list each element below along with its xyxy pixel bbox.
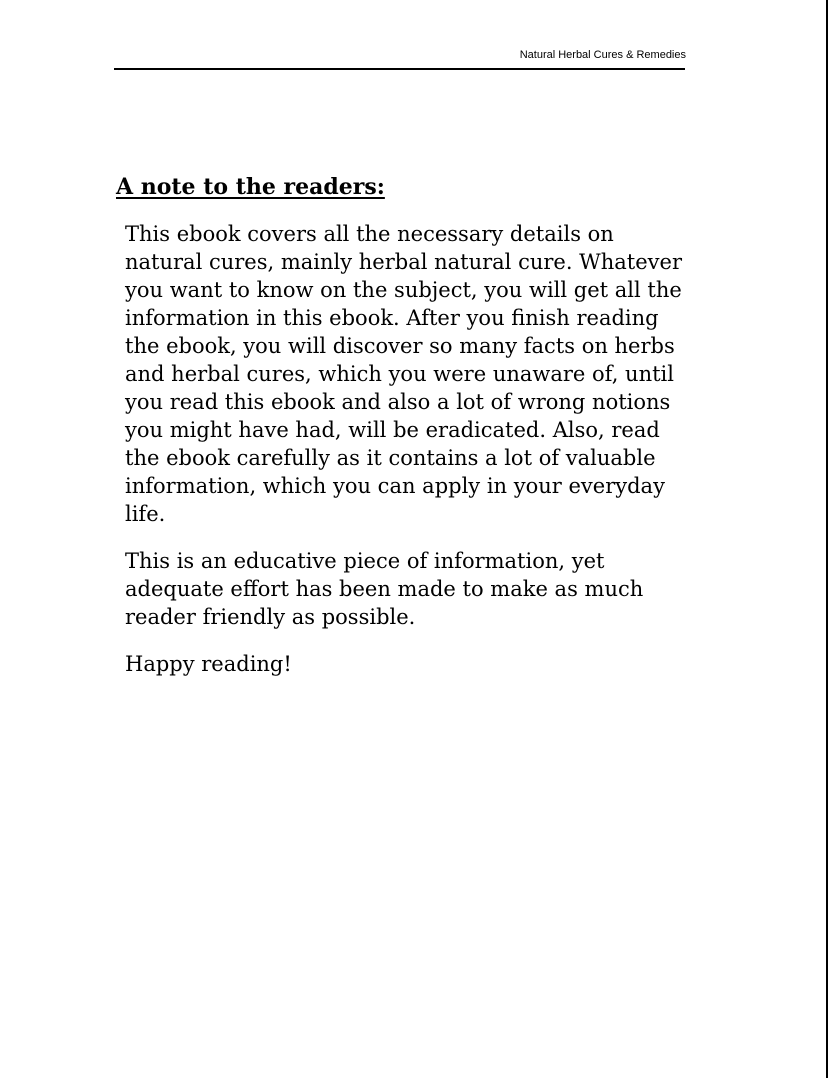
text-line: Happy reading! (125, 652, 292, 676)
text-line: the ebook carefully as it contains a lot of valuable (125, 446, 656, 470)
text-line: information in this ebook. After you finish reading (125, 306, 659, 330)
text-line: information, which you can apply in your everyday (125, 474, 665, 498)
paragraph-intro (125, 220, 705, 528)
text-line: you might have had, will be eradicated. Also, read (125, 418, 660, 442)
text-line: the ebook, you will discover so many facts on herbs (125, 334, 675, 358)
paragraph-closing (125, 650, 705, 678)
text-line: you read this ebook and also a lot of wrong notions (125, 390, 671, 414)
text-line: adequate effort has been made to make as much (125, 577, 644, 601)
text-line: reader friendly as possible. (125, 605, 416, 629)
text-line: and herbal cures, which you were unaware of, until (125, 362, 674, 386)
text-line: This is an educative piece of information, yet (125, 549, 605, 573)
text-line: natural cures, mainly herbal natural cure. Whatever (125, 250, 683, 274)
text-line: you want to know on the subject, you will get all the (125, 278, 682, 302)
body-text (125, 220, 705, 697)
text-line: life. (125, 502, 166, 526)
text-line: This ebook covers all the necessary details on (125, 222, 614, 246)
page-edge-border (826, 0, 828, 1078)
running-header: Natural Herbal Cures & Remedies (519, 49, 686, 61)
paragraph-educative (125, 547, 705, 631)
header-rule (114, 68, 685, 70)
section-heading: A note to the readers: (116, 174, 385, 200)
